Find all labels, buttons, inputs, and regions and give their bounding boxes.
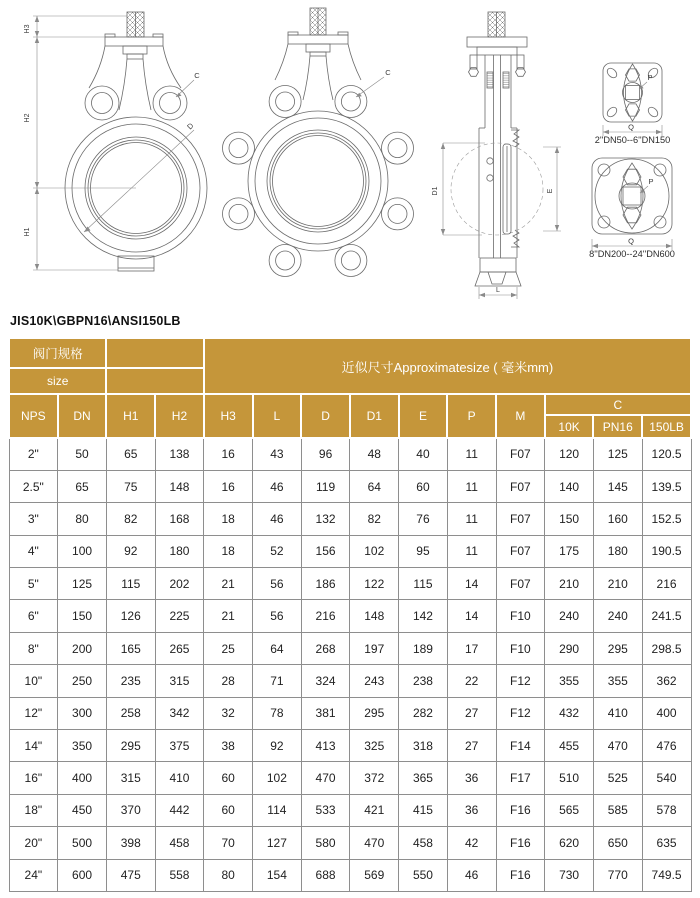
table-cell: F16 xyxy=(496,827,545,859)
table-row xyxy=(9,859,691,891)
dim-h3-label: H3 xyxy=(24,24,31,34)
table-cell: 8" xyxy=(9,632,58,664)
table-cell: 14" xyxy=(9,730,58,762)
table-cell: 100 xyxy=(58,535,107,567)
pad-large-caption: 8''DN200--24''DN600 xyxy=(589,249,675,259)
table-cell: 569 xyxy=(350,859,399,891)
table-cell: 342 xyxy=(155,697,204,729)
table-cell: 11 xyxy=(447,535,496,567)
header-blank-cell xyxy=(106,368,203,394)
table-cell: 475 xyxy=(106,859,155,891)
table-cell: 102 xyxy=(253,762,302,794)
pad-small-caption: 2''DN50--6''DN150 xyxy=(594,135,671,145)
table-cell: 46 xyxy=(253,503,302,535)
table-row xyxy=(9,827,691,859)
table-cell: 2.5" xyxy=(9,470,58,502)
table-cell: 400 xyxy=(642,697,691,729)
table-cell: 46 xyxy=(447,859,496,891)
table-cell: 550 xyxy=(399,859,448,891)
table-cell: 127 xyxy=(253,827,302,859)
table-cell: 16 xyxy=(204,438,253,470)
table-cell: 18 xyxy=(204,535,253,567)
table-cell: 362 xyxy=(642,665,691,697)
table-cell: 150 xyxy=(58,600,107,632)
table-cell: 52 xyxy=(253,535,302,567)
col-header-10k: 10K xyxy=(545,415,594,438)
table-row xyxy=(9,503,691,535)
table-cell: 92 xyxy=(106,535,155,567)
table-cell: 126 xyxy=(106,600,155,632)
table-cell: 114 xyxy=(253,794,302,826)
table-cell: 476 xyxy=(642,730,691,762)
table-cell: 413 xyxy=(301,730,350,762)
table-cell: 76 xyxy=(399,503,448,535)
col-header-e: E xyxy=(399,394,448,438)
front-wafer-drawing xyxy=(24,12,207,271)
table-cell: 580 xyxy=(301,827,350,859)
table-cell: 82 xyxy=(106,503,155,535)
col-header-h3: H3 xyxy=(204,394,253,438)
table-row xyxy=(9,535,691,567)
table-cell: F07 xyxy=(496,438,545,470)
table-cell: 295 xyxy=(350,697,399,729)
table-cell: 315 xyxy=(155,665,204,697)
table-cell: 56 xyxy=(253,600,302,632)
table-cell: 154 xyxy=(253,859,302,891)
table-cell: 65 xyxy=(58,470,107,502)
col-header-dn: DN xyxy=(58,394,107,438)
table-cell: 241.5 xyxy=(642,600,691,632)
front-lug-drawing xyxy=(223,8,414,277)
table-cell: 410 xyxy=(155,762,204,794)
table-cell: 398 xyxy=(106,827,155,859)
table-cell: 96 xyxy=(301,438,350,470)
table-cell: 80 xyxy=(58,503,107,535)
table-cell: 17 xyxy=(447,632,496,664)
col-header-d1: D1 xyxy=(350,394,399,438)
table-cell: 2" xyxy=(9,438,58,470)
table-cell: 298.5 xyxy=(642,632,691,664)
table-cell: 168 xyxy=(155,503,204,535)
table-cell: 6" xyxy=(9,600,58,632)
table-row xyxy=(9,568,691,600)
table-cell: 250 xyxy=(58,665,107,697)
table-cell: 400 xyxy=(58,762,107,794)
spec-table-body xyxy=(9,438,691,891)
table-cell: 18" xyxy=(9,794,58,826)
table-cell: 3" xyxy=(9,503,58,535)
table-cell: 470 xyxy=(350,827,399,859)
table-cell: 48 xyxy=(350,438,399,470)
table-cell: 197 xyxy=(350,632,399,664)
table-cell: 115 xyxy=(399,568,448,600)
table-cell: 138 xyxy=(155,438,204,470)
table-row xyxy=(9,438,691,470)
table-cell: 258 xyxy=(106,697,155,729)
table-cell: 132 xyxy=(301,503,350,535)
table-cell: 120.5 xyxy=(642,438,691,470)
table-cell: 635 xyxy=(642,827,691,859)
table-cell: 64 xyxy=(253,632,302,664)
table-cell: F17 xyxy=(496,762,545,794)
table-cell: 324 xyxy=(301,665,350,697)
table-cell: 290 xyxy=(545,632,594,664)
dim-l-label: L xyxy=(496,287,500,294)
header-spec-en: size xyxy=(9,368,106,394)
table-cell: 32 xyxy=(204,697,253,729)
table-cell: 749.5 xyxy=(642,859,691,891)
table-cell: 102 xyxy=(350,535,399,567)
table-cell: 180 xyxy=(155,535,204,567)
table-cell: 458 xyxy=(399,827,448,859)
table-cell: 28 xyxy=(204,665,253,697)
table-cell: 160 xyxy=(593,503,642,535)
table-cell: 410 xyxy=(593,697,642,729)
dim-q-label: Q xyxy=(628,122,634,132)
table-cell: 20" xyxy=(9,827,58,859)
table-cell: 355 xyxy=(545,665,594,697)
table-cell: 189 xyxy=(399,632,448,664)
table-cell: 585 xyxy=(593,794,642,826)
table-cell: 27 xyxy=(447,730,496,762)
section-title: JIS10K\GBPN16\ANSI150LB xyxy=(10,314,181,328)
table-cell: 350 xyxy=(58,730,107,762)
table-cell: 200 xyxy=(58,632,107,664)
table-cell: 78 xyxy=(253,697,302,729)
table-cell: 21 xyxy=(204,600,253,632)
table-cell: 14 xyxy=(447,600,496,632)
spec-table xyxy=(8,337,692,892)
table-cell: 22 xyxy=(447,665,496,697)
table-cell: 240 xyxy=(545,600,594,632)
table-cell: 190.5 xyxy=(642,535,691,567)
col-header-m: M xyxy=(496,394,545,438)
table-cell: F10 xyxy=(496,632,545,664)
table-cell: 365 xyxy=(399,762,448,794)
table-cell: 65 xyxy=(106,438,155,470)
table-cell: 42 xyxy=(447,827,496,859)
col-header-h1: H1 xyxy=(106,394,155,438)
table-cell: 180 xyxy=(593,535,642,567)
table-cell: 216 xyxy=(301,600,350,632)
table-cell: 12" xyxy=(9,697,58,729)
table-cell: 148 xyxy=(155,470,204,502)
table-cell: F07 xyxy=(496,470,545,502)
table-cell: F07 xyxy=(496,535,545,567)
col-header-pn16: PN16 xyxy=(593,415,642,438)
dim-e-label: E xyxy=(547,188,554,194)
table-cell: 730 xyxy=(545,859,594,891)
table-cell: 36 xyxy=(447,794,496,826)
dim-h1-label: H1 xyxy=(24,227,31,237)
table-cell: F16 xyxy=(496,794,545,826)
table-cell: F12 xyxy=(496,697,545,729)
table-cell: 235 xyxy=(106,665,155,697)
table-cell: 4" xyxy=(9,535,58,567)
table-cell: 268 xyxy=(301,632,350,664)
table-cell: 688 xyxy=(301,859,350,891)
col-header-l: L xyxy=(253,394,302,438)
table-cell: 381 xyxy=(301,697,350,729)
table-cell: 186 xyxy=(301,568,350,600)
table-cell: 16 xyxy=(204,470,253,502)
col-header-nps: NPS xyxy=(9,394,58,438)
table-cell: 125 xyxy=(593,438,642,470)
table-cell: 470 xyxy=(301,762,350,794)
table-cell: 92 xyxy=(253,730,302,762)
table-cell: 442 xyxy=(155,794,204,826)
table-cell: 165 xyxy=(106,632,155,664)
table-cell: 95 xyxy=(399,535,448,567)
table-cell: 216 xyxy=(642,568,691,600)
table-cell: 156 xyxy=(301,535,350,567)
table-cell: 620 xyxy=(545,827,594,859)
table-cell: 38 xyxy=(204,730,253,762)
table-row xyxy=(9,665,691,697)
header-spec-cn: 阀门规格 xyxy=(9,338,106,368)
top-pad-large-drawing xyxy=(589,158,675,259)
table-cell: 282 xyxy=(399,697,448,729)
table-cell: 152.5 xyxy=(642,503,691,535)
table-cell: 142 xyxy=(399,600,448,632)
table-cell: 355 xyxy=(593,665,642,697)
header-approx-size: 近似尺寸Approximatesize ( 毫米mm) xyxy=(204,338,691,394)
table-cell: 16" xyxy=(9,762,58,794)
table-cell: 372 xyxy=(350,762,399,794)
table-row xyxy=(9,697,691,729)
table-cell: 510 xyxy=(545,762,594,794)
table-cell: F10 xyxy=(496,600,545,632)
dim-p-label: P xyxy=(647,73,653,82)
table-cell: F07 xyxy=(496,503,545,535)
technical-drawings xyxy=(0,0,700,312)
table-cell: F16 xyxy=(496,859,545,891)
table-cell: 60 xyxy=(204,762,253,794)
table-cell: 458 xyxy=(155,827,204,859)
spec-table-header xyxy=(9,338,691,438)
table-cell: 75 xyxy=(106,470,155,502)
table-cell: 25 xyxy=(204,632,253,664)
table-cell: 139.5 xyxy=(642,470,691,502)
table-cell: 525 xyxy=(593,762,642,794)
table-cell: 375 xyxy=(155,730,204,762)
table-cell: 46 xyxy=(253,470,302,502)
table-cell: 64 xyxy=(350,470,399,502)
table-cell: 71 xyxy=(253,665,302,697)
table-cell: 5" xyxy=(9,568,58,600)
table-cell: 315 xyxy=(106,762,155,794)
col-header-p: P xyxy=(447,394,496,438)
col-header-d: D xyxy=(301,394,350,438)
table-cell: 300 xyxy=(58,697,107,729)
col-header-150lb: 150LB xyxy=(642,415,691,438)
table-cell: F07 xyxy=(496,568,545,600)
dim-q-label: Q xyxy=(628,236,634,246)
table-cell: 122 xyxy=(350,568,399,600)
table-cell: 11 xyxy=(447,503,496,535)
header-blank-cell xyxy=(106,338,203,368)
table-cell: 295 xyxy=(593,632,642,664)
table-cell: 82 xyxy=(350,503,399,535)
table-cell: 60 xyxy=(204,794,253,826)
table-cell: 533 xyxy=(301,794,350,826)
table-cell: 10" xyxy=(9,665,58,697)
dim-c-label: C xyxy=(194,71,200,80)
table-cell: 240 xyxy=(593,600,642,632)
table-cell: 18 xyxy=(204,503,253,535)
side-view-drawing xyxy=(432,12,561,299)
dim-h2-label: H2 xyxy=(24,113,31,123)
table-cell: 115 xyxy=(106,568,155,600)
table-cell: 265 xyxy=(155,632,204,664)
table-cell: 11 xyxy=(447,438,496,470)
table-cell: 36 xyxy=(447,762,496,794)
table-cell: 21 xyxy=(204,568,253,600)
dim-c-label: C xyxy=(385,68,391,77)
table-cell: 325 xyxy=(350,730,399,762)
table-cell: 40 xyxy=(399,438,448,470)
table-cell: 421 xyxy=(350,794,399,826)
table-row xyxy=(9,730,691,762)
table-cell: 295 xyxy=(106,730,155,762)
table-cell: 145 xyxy=(593,470,642,502)
table-cell: F12 xyxy=(496,665,545,697)
table-cell: 558 xyxy=(155,859,204,891)
lug-bolt-pattern xyxy=(223,86,414,277)
table-cell: 43 xyxy=(253,438,302,470)
table-row xyxy=(9,600,691,632)
table-row xyxy=(9,470,691,502)
table-cell: 11 xyxy=(447,470,496,502)
table-cell: 243 xyxy=(350,665,399,697)
table-row xyxy=(9,794,691,826)
table-cell: 120 xyxy=(545,438,594,470)
table-cell: 202 xyxy=(155,568,204,600)
table-cell: 56 xyxy=(253,568,302,600)
table-cell: 500 xyxy=(58,827,107,859)
table-cell: 238 xyxy=(399,665,448,697)
table-cell: 60 xyxy=(399,470,448,502)
table-cell: 225 xyxy=(155,600,204,632)
table-cell: 578 xyxy=(642,794,691,826)
table-cell: 50 xyxy=(58,438,107,470)
table-cell: 450 xyxy=(58,794,107,826)
table-cell: 565 xyxy=(545,794,594,826)
table-cell: F14 xyxy=(496,730,545,762)
table-cell: 125 xyxy=(58,568,107,600)
table-cell: 415 xyxy=(399,794,448,826)
dim-d-label: D xyxy=(185,121,196,132)
top-pad-small-drawing xyxy=(595,63,670,145)
table-cell: 150 xyxy=(545,503,594,535)
table-cell: 600 xyxy=(58,859,107,891)
table-cell: 24" xyxy=(9,859,58,891)
table-cell: 119 xyxy=(301,470,350,502)
table-cell: 148 xyxy=(350,600,399,632)
table-cell: 540 xyxy=(642,762,691,794)
table-cell: 140 xyxy=(545,470,594,502)
table-row xyxy=(9,762,691,794)
table-cell: 14 xyxy=(447,568,496,600)
table-cell: 210 xyxy=(593,568,642,600)
dim-p-label: P xyxy=(648,177,654,186)
col-header-h2: H2 xyxy=(155,394,204,438)
table-cell: 210 xyxy=(545,568,594,600)
table-cell: 432 xyxy=(545,697,594,729)
table-cell: 175 xyxy=(545,535,594,567)
table-row xyxy=(9,632,691,664)
table-cell: 770 xyxy=(593,859,642,891)
table-cell: 70 xyxy=(204,827,253,859)
table-cell: 455 xyxy=(545,730,594,762)
table-cell: 650 xyxy=(593,827,642,859)
table-cell: 470 xyxy=(593,730,642,762)
table-cell: 27 xyxy=(447,697,496,729)
table-cell: 80 xyxy=(204,859,253,891)
table-cell: 370 xyxy=(106,794,155,826)
col-header-c-group: C xyxy=(545,394,691,415)
table-cell: 318 xyxy=(399,730,448,762)
spec-table-container xyxy=(8,337,692,892)
dim-d1-label: D1 xyxy=(432,186,439,196)
